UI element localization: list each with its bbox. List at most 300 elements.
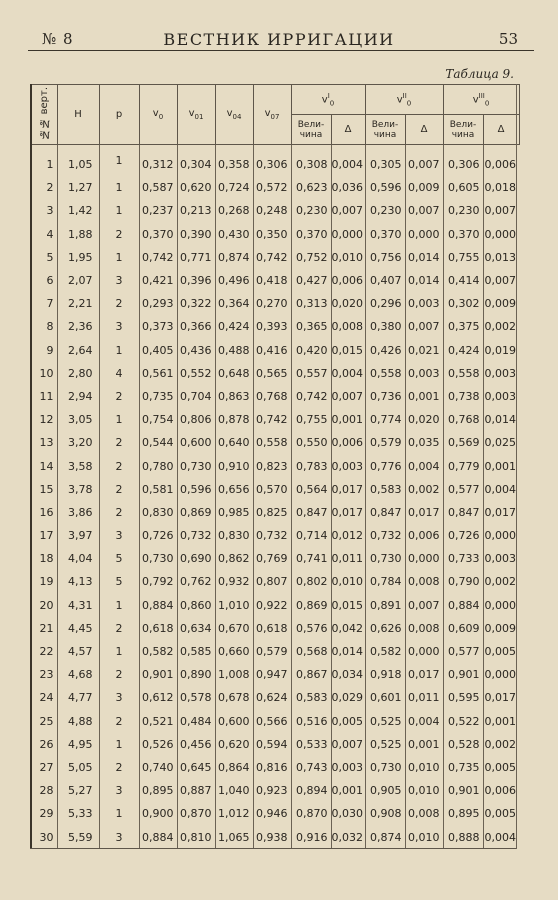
cell-vert-num: 9: [31, 339, 57, 362]
table-row: [31, 408, 519, 431]
table-row: [31, 339, 519, 362]
table-row: [31, 779, 519, 802]
cell-vIII-value: 0,605: [443, 176, 483, 199]
cell-vIII-delta: 0,003: [483, 385, 519, 408]
cell-v01: 0,390: [177, 223, 215, 246]
table-caption: Таблица 9.: [445, 67, 514, 81]
cell-v01: 0,645: [177, 756, 215, 779]
cell-vert-num: 15: [31, 478, 57, 501]
cell-vIII-value: 0,230: [443, 199, 483, 222]
cell-vIII-value: 0,847: [443, 501, 483, 524]
cell-vIII-delta: 0,017: [483, 686, 519, 709]
table-row: [31, 385, 519, 408]
cell-v01: 0,304: [177, 145, 215, 177]
cell-p: 3: [99, 524, 139, 547]
cell-v04: 0,424: [215, 315, 253, 338]
cell-v0: 0,526: [139, 733, 177, 756]
cell-vIII-delta: 0,000: [483, 663, 519, 686]
cell-vII-value: 0,736: [365, 385, 405, 408]
cell-v0: 0,618: [139, 617, 177, 640]
cell-v0: 0,293: [139, 292, 177, 315]
cell-vI-value: 0,741: [291, 547, 331, 570]
cell-vI-delta: 0,001: [331, 408, 365, 431]
cell-H: 3,20: [57, 431, 99, 454]
cell-vII-value: 0,874: [365, 825, 405, 848]
cell-vI-delta: 0,005: [331, 710, 365, 733]
cell-v04: 0,358: [215, 145, 253, 177]
cell-p: 1: [99, 733, 139, 756]
cell-vert-num: 18: [31, 547, 57, 570]
cell-vII-delta: 0,000: [405, 223, 443, 246]
cell-v0: 0,373: [139, 315, 177, 338]
cell-v04: 0,878: [215, 408, 253, 431]
cell-vI-value: 0,313: [291, 292, 331, 315]
cell-vert-num: 20: [31, 594, 57, 617]
table-row: [31, 756, 519, 779]
cell-vIII-value: 0,733: [443, 547, 483, 570]
cell-vI-value: 0,568: [291, 640, 331, 663]
cell-v01: 0,890: [177, 663, 215, 686]
cell-vIII-value: 0,895: [443, 802, 483, 825]
cell-vIII-delta: 0,018: [483, 176, 519, 199]
cell-vII-value: 0,305: [365, 145, 405, 177]
cell-vII-delta: 0,017: [405, 501, 443, 524]
table-row: [31, 710, 519, 733]
cell-p: 1: [99, 145, 139, 177]
page-number: 53: [498, 30, 518, 48]
cell-vII-delta: 0,014: [405, 269, 443, 292]
cell-vI-value: 0,564: [291, 478, 331, 501]
cell-vIII-value: 0,302: [443, 292, 483, 315]
table-row: [31, 223, 519, 246]
cell-vII-value: 0,583: [365, 478, 405, 501]
cell-vI-delta: 0,004: [331, 362, 365, 385]
cell-vert-num: 26: [31, 733, 57, 756]
cell-vII-value: 0,296: [365, 292, 405, 315]
table-row: [31, 362, 519, 385]
cell-v04: 0,864: [215, 756, 253, 779]
cell-vIII-value: 0,888: [443, 825, 483, 848]
cell-vI-value: 0,557: [291, 362, 331, 385]
cell-vIII-delta: 0,019: [483, 339, 519, 362]
cell-p: 2: [99, 223, 139, 246]
cell-vII-delta: 0,006: [405, 524, 443, 547]
cell-v0: 0,735: [139, 385, 177, 408]
cell-vIII-delta: 0,003: [483, 547, 519, 570]
cell-v0: 0,730: [139, 547, 177, 570]
table-row: [31, 663, 519, 686]
cell-v07: 0,350: [253, 223, 291, 246]
cell-vIII-delta: 0,025: [483, 431, 519, 454]
cell-v07: 0,565: [253, 362, 291, 385]
cell-vert-num: 25: [31, 710, 57, 733]
data-table: [30, 84, 520, 849]
cell-v0: 0,581: [139, 478, 177, 501]
cell-vII-delta: 0,010: [405, 779, 443, 802]
cell-vIII-delta: 0,014: [483, 408, 519, 431]
cell-vIII-value: 0,768: [443, 408, 483, 431]
cell-vII-delta: 0,007: [405, 145, 443, 177]
cell-vI-value: 0,533: [291, 733, 331, 756]
cell-v0: 0,561: [139, 362, 177, 385]
cell-v01: 0,762: [177, 570, 215, 593]
table-row: [31, 640, 519, 663]
cell-vert-num: 23: [31, 663, 57, 686]
cell-v04: 1,065: [215, 825, 253, 848]
cell-vII-delta: 0,008: [405, 617, 443, 640]
cell-vert-num: 5: [31, 246, 57, 269]
cell-vII-value: 0,596: [365, 176, 405, 199]
cell-vII-delta: 0,001: [405, 733, 443, 756]
cell-p: 1: [99, 176, 139, 199]
cell-vII-delta: 0,003: [405, 292, 443, 315]
cell-vI-value: 0,783: [291, 454, 331, 477]
cell-v01: 0,552: [177, 362, 215, 385]
cell-v04: 0,670: [215, 617, 253, 640]
cell-vI-value: 0,427: [291, 269, 331, 292]
cell-H: 4,68: [57, 663, 99, 686]
cell-v01: 0,578: [177, 686, 215, 709]
col-header-v01: $v_{01}$: [177, 85, 215, 145]
cell-v04: 0,874: [215, 246, 253, 269]
cell-H: 4,31: [57, 594, 99, 617]
cell-H: 1,95: [57, 246, 99, 269]
issue-number: № 8: [42, 30, 74, 48]
cell-v07: 0,566: [253, 710, 291, 733]
cell-vIII-delta: 0,005: [483, 802, 519, 825]
cell-v07: 0,938: [253, 825, 291, 848]
cell-v01: 0,771: [177, 246, 215, 269]
cell-vIII-value: 0,370: [443, 223, 483, 246]
cell-v0: 0,405: [139, 339, 177, 362]
cell-vert-num: 1: [31, 145, 57, 177]
cell-v04: 0,724: [215, 176, 253, 199]
cell-v04: 0,268: [215, 199, 253, 222]
cell-v07: 0,572: [253, 176, 291, 199]
cell-vIII-delta: 0,005: [483, 756, 519, 779]
cell-p: 2: [99, 478, 139, 501]
cell-H: 4,57: [57, 640, 99, 663]
cell-vII-delta: 0,007: [405, 594, 443, 617]
cell-vert-num: 4: [31, 223, 57, 246]
col-header-H: H: [57, 85, 99, 145]
cell-vII-value: 0,847: [365, 501, 405, 524]
cell-v04: 0,830: [215, 524, 253, 547]
cell-H: 3,58: [57, 454, 99, 477]
cell-v04: 1,040: [215, 779, 253, 802]
cell-vIII-value: 0,569: [443, 431, 483, 454]
col-header-vI-magnitude: Вели-чина: [291, 115, 331, 145]
cell-vI-delta: 0,034: [331, 663, 365, 686]
cell-v07: 0,823: [253, 454, 291, 477]
cell-vIII-delta: 0,002: [483, 315, 519, 338]
cell-v07: 0,306: [253, 145, 291, 177]
cell-v01: 0,456: [177, 733, 215, 756]
cell-v07: 0,816: [253, 756, 291, 779]
cell-v07: 0,416: [253, 339, 291, 362]
cell-v04: 0,932: [215, 570, 253, 593]
cell-vert-num: 8: [31, 315, 57, 338]
cell-vII-value: 0,732: [365, 524, 405, 547]
cell-vII-delta: 0,011: [405, 686, 443, 709]
cell-p: 1: [99, 199, 139, 222]
table-row: [31, 176, 519, 199]
cell-v04: 0,985: [215, 501, 253, 524]
cell-v0: 0,884: [139, 825, 177, 848]
col-header-vII: $v^{II}_0$: [365, 85, 443, 115]
cell-v04: 0,648: [215, 362, 253, 385]
cell-v01: 0,396: [177, 269, 215, 292]
cell-vIII-delta: 0,001: [483, 454, 519, 477]
cell-p: 2: [99, 454, 139, 477]
cell-vIII-value: 0,306: [443, 145, 483, 177]
cell-H: 1,27: [57, 176, 99, 199]
cell-vI-value: 0,308: [291, 145, 331, 177]
cell-p: 2: [99, 663, 139, 686]
cell-vII-value: 0,525: [365, 710, 405, 733]
col-header-vI: $v^I_0$: [291, 85, 365, 115]
cell-vII-value: 0,730: [365, 547, 405, 570]
cell-vII-delta: 0,014: [405, 246, 443, 269]
cell-vIII-value: 0,522: [443, 710, 483, 733]
cell-vIII-delta: 0,000: [483, 223, 519, 246]
cell-vI-value: 0,916: [291, 825, 331, 848]
cell-v0: 0,237: [139, 199, 177, 222]
cell-v0: 0,726: [139, 524, 177, 547]
cell-v01: 0,366: [177, 315, 215, 338]
cell-vI-delta: 0,000: [331, 223, 365, 246]
cell-vII-value: 0,380: [365, 315, 405, 338]
cell-v01: 0,620: [177, 176, 215, 199]
cell-vIII-delta: 0,000: [483, 524, 519, 547]
cell-vIII-value: 0,755: [443, 246, 483, 269]
cell-vI-delta: 0,003: [331, 454, 365, 477]
cell-vI-value: 0,742: [291, 385, 331, 408]
col-header-vI-delta: Δ: [331, 115, 365, 145]
cell-vert-num: 29: [31, 802, 57, 825]
cell-vII-delta: 0,007: [405, 315, 443, 338]
cell-vII-value: 0,774: [365, 408, 405, 431]
cell-p: 2: [99, 710, 139, 733]
cell-p: 2: [99, 431, 139, 454]
cell-vI-value: 0,516: [291, 710, 331, 733]
cell-vIII-value: 0,528: [443, 733, 483, 756]
header-rule: [28, 50, 534, 51]
cell-H: 4,77: [57, 686, 99, 709]
cell-vIII-value: 0,901: [443, 663, 483, 686]
cell-p: 1: [99, 640, 139, 663]
cell-vI-value: 0,847: [291, 501, 331, 524]
cell-vI-delta: 0,036: [331, 176, 365, 199]
cell-vert-num: 24: [31, 686, 57, 709]
cell-vI-delta: 0,042: [331, 617, 365, 640]
cell-v01: 0,806: [177, 408, 215, 431]
cell-p: 5: [99, 570, 139, 593]
cell-p: 1: [99, 246, 139, 269]
cell-vert-num: 21: [31, 617, 57, 640]
cell-vI-value: 0,802: [291, 570, 331, 593]
cell-v01: 0,596: [177, 478, 215, 501]
cell-v07: 0,769: [253, 547, 291, 570]
cell-v04: 0,488: [215, 339, 253, 362]
cell-v07: 0,946: [253, 802, 291, 825]
cell-vert-num: 14: [31, 454, 57, 477]
table-row: [31, 802, 519, 825]
cell-vII-value: 0,918: [365, 663, 405, 686]
cell-vert-num: 6: [31, 269, 57, 292]
cell-v01: 0,213: [177, 199, 215, 222]
cell-v07: 0,624: [253, 686, 291, 709]
cell-v04: 1,012: [215, 802, 253, 825]
cell-vert-num: 17: [31, 524, 57, 547]
cell-vI-delta: 0,020: [331, 292, 365, 315]
cell-p: 1: [99, 594, 139, 617]
cell-v0: 0,421: [139, 269, 177, 292]
cell-p: 3: [99, 315, 139, 338]
cell-vI-value: 0,867: [291, 663, 331, 686]
cell-vIII-value: 0,726: [443, 524, 483, 547]
table-row: [31, 145, 519, 177]
table-row: [31, 478, 519, 501]
page-header: [0, 30, 558, 52]
table-row: [31, 501, 519, 524]
cell-H: 5,27: [57, 779, 99, 802]
cell-vI-value: 0,623: [291, 176, 331, 199]
cell-v01: 0,870: [177, 802, 215, 825]
cell-vII-delta: 0,020: [405, 408, 443, 431]
cell-vII-value: 0,730: [365, 756, 405, 779]
cell-vII-delta: 0,007: [405, 199, 443, 222]
cell-v0: 0,587: [139, 176, 177, 199]
cell-vII-delta: 0,002: [405, 478, 443, 501]
cell-vI-value: 0,365: [291, 315, 331, 338]
cell-v0: 0,521: [139, 710, 177, 733]
cell-v04: 0,600: [215, 710, 253, 733]
col-header-vIII-delta: Δ: [483, 115, 519, 145]
cell-vIII-delta: 0,004: [483, 825, 519, 848]
cell-v07: 0,594: [253, 733, 291, 756]
cell-vIII-delta: 0,002: [483, 570, 519, 593]
cell-p: 1: [99, 339, 139, 362]
cell-v07: 0,742: [253, 408, 291, 431]
cell-v07: 0,618: [253, 617, 291, 640]
cell-vI-value: 0,752: [291, 246, 331, 269]
cell-v04: 0,640: [215, 431, 253, 454]
cell-vI-delta: 0,017: [331, 501, 365, 524]
cell-vI-delta: 0,008: [331, 315, 365, 338]
cell-vII-value: 0,601: [365, 686, 405, 709]
cell-v01: 0,690: [177, 547, 215, 570]
cell-v07: 0,742: [253, 246, 291, 269]
cell-vIII-delta: 0,007: [483, 269, 519, 292]
cell-vIII-value: 0,414: [443, 269, 483, 292]
table-row: [31, 315, 519, 338]
cell-H: 3,86: [57, 501, 99, 524]
cell-v07: 0,768: [253, 385, 291, 408]
cell-vII-delta: 0,004: [405, 454, 443, 477]
cell-v07: 0,947: [253, 663, 291, 686]
cell-vI-value: 0,550: [291, 431, 331, 454]
cell-v04: 0,656: [215, 478, 253, 501]
cell-v07: 0,418: [253, 269, 291, 292]
cell-H: 2,94: [57, 385, 99, 408]
cell-vIII-delta: 0,007: [483, 199, 519, 222]
cell-vI-delta: 0,030: [331, 802, 365, 825]
cell-vIII-value: 0,738: [443, 385, 483, 408]
cell-p: 3: [99, 269, 139, 292]
cell-p: 2: [99, 756, 139, 779]
table-bottom-rule: [30, 848, 516, 849]
cell-H: 2,07: [57, 269, 99, 292]
cell-v01: 0,436: [177, 339, 215, 362]
cell-v01: 0,732: [177, 524, 215, 547]
cell-vert-num: 19: [31, 570, 57, 593]
cell-vIII-delta: 0,013: [483, 246, 519, 269]
cell-vI-value: 0,755: [291, 408, 331, 431]
cell-v04: 0,430: [215, 223, 253, 246]
cell-vI-delta: 0,003: [331, 756, 365, 779]
cell-v0: 0,582: [139, 640, 177, 663]
cell-H: 4,88: [57, 710, 99, 733]
table-row: [31, 733, 519, 756]
table-row: [31, 269, 519, 292]
table-row: [31, 617, 519, 640]
cell-vI-value: 0,230: [291, 199, 331, 222]
cell-H: 5,59: [57, 825, 99, 848]
table-row: [31, 431, 519, 454]
cell-H: 5,33: [57, 802, 99, 825]
cell-vert-num: 10: [31, 362, 57, 385]
table-row: [31, 547, 519, 570]
cell-vII-value: 0,905: [365, 779, 405, 802]
cell-H: 2,64: [57, 339, 99, 362]
cell-vI-delta: 0,007: [331, 733, 365, 756]
table-right-rule: [516, 84, 517, 849]
cell-p: 2: [99, 292, 139, 315]
cell-vII-value: 0,756: [365, 246, 405, 269]
cell-vIII-delta: 0,009: [483, 292, 519, 315]
cell-vert-num: 7: [31, 292, 57, 315]
cell-vI-value: 0,894: [291, 779, 331, 802]
cell-v07: 0,570: [253, 478, 291, 501]
cell-vI-delta: 0,007: [331, 199, 365, 222]
cell-vII-delta: 0,009: [405, 176, 443, 199]
cell-v01: 0,730: [177, 454, 215, 477]
cell-vert-num: 30: [31, 825, 57, 848]
cell-vert-num: 3: [31, 199, 57, 222]
cell-vII-delta: 0,004: [405, 710, 443, 733]
cell-vert-num: 13: [31, 431, 57, 454]
cell-vII-value: 0,776: [365, 454, 405, 477]
cell-vIII-value: 0,558: [443, 362, 483, 385]
cell-p: 1: [99, 408, 139, 431]
cell-v0: 0,740: [139, 756, 177, 779]
cell-vII-delta: 0,017: [405, 663, 443, 686]
table-row: [31, 825, 519, 848]
cell-p: 3: [99, 686, 139, 709]
cell-v0: 0,612: [139, 686, 177, 709]
cell-vIII-delta: 0,009: [483, 617, 519, 640]
cell-vII-value: 0,558: [365, 362, 405, 385]
cell-v0: 0,895: [139, 779, 177, 802]
cell-v0: 0,370: [139, 223, 177, 246]
cell-vII-value: 0,370: [365, 223, 405, 246]
cell-vII-delta: 0,000: [405, 640, 443, 663]
table-row: [31, 524, 519, 547]
cell-vI-delta: 0,014: [331, 640, 365, 663]
cell-v0: 0,544: [139, 431, 177, 454]
cell-v07: 0,922: [253, 594, 291, 617]
